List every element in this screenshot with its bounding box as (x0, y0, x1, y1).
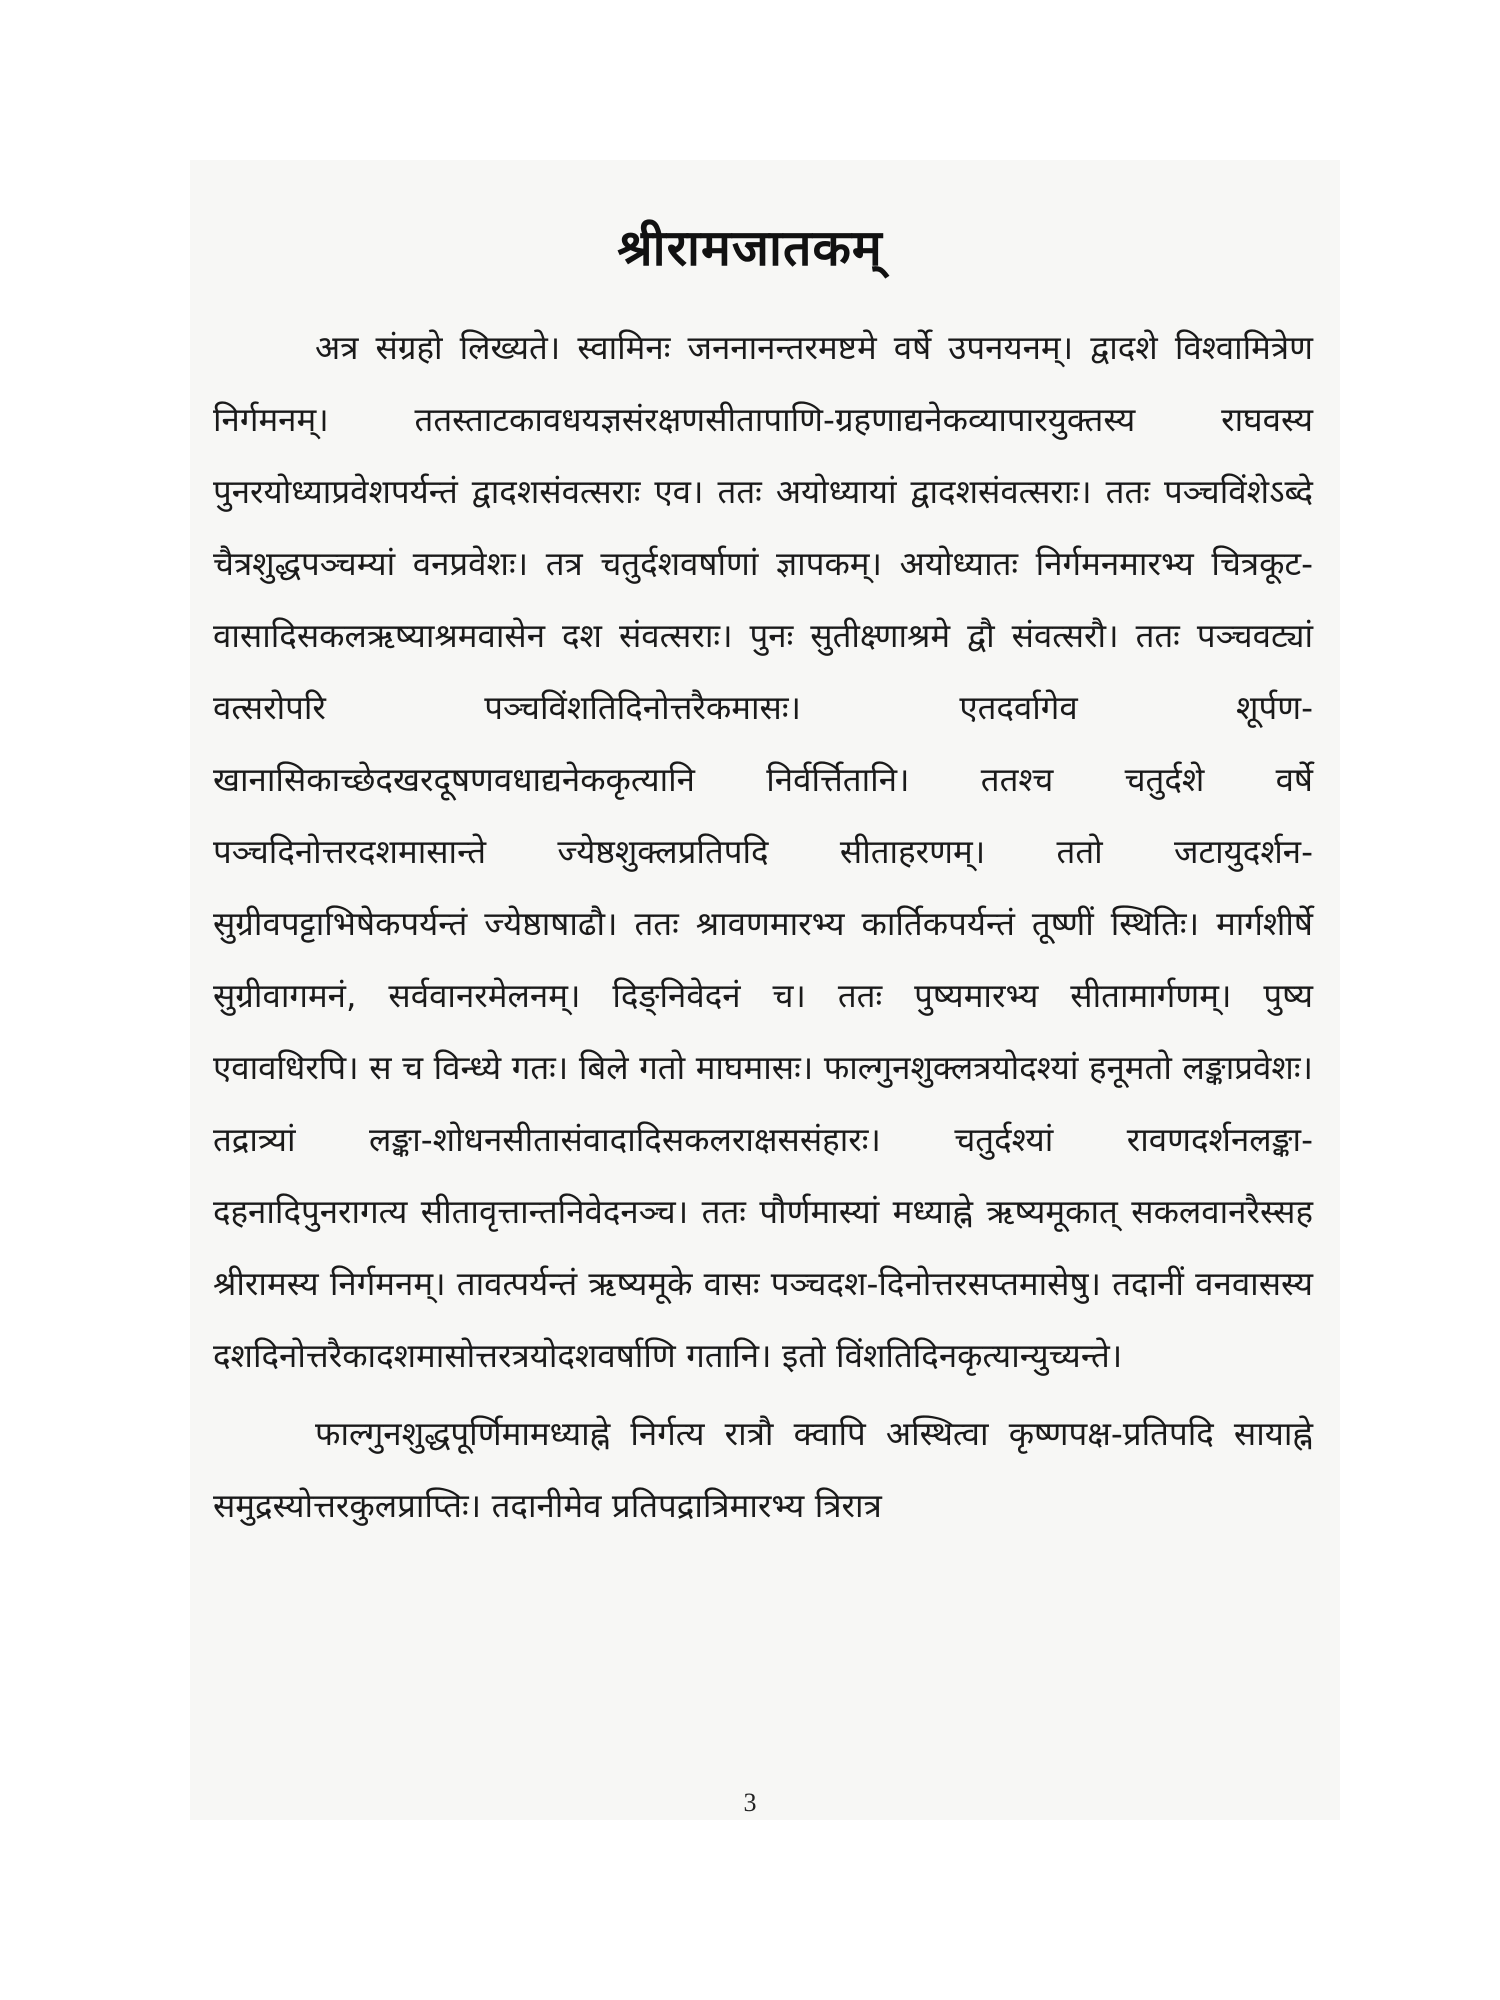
page-title: श्रीरामजातकम् (617, 218, 883, 277)
body-text (213, 312, 1313, 1542)
page-number: 3 (743, 1788, 757, 1817)
paragraph-1: अत्र संग्रहो लिख्यते। स्वामिनः जननानन्तरमष्टमे वर्षे उपनयनम्। द्वादशे विश्वामित्रेण निर्गमनम्। ततस्ताटकावधयज्ञसंरक्षणसीतापाणि-ग्रहणाद्यनेकव्यापारयुक्तस्य राघवस्य पुनरयोध्याप्रवेशपर्यन्तं द्वादशसंवत्सराः एव। ततः अयोध्यायां द्वादशसंवत्सराः। ततः पञ्चविंशेऽब्दे चैत्रशुद्धपञ्चम्यां वनप्रवेशः। तत्र चतुर्दशवर्षाणां ज्ञापकम्। अयोध्यातः निर्गमनमारभ्य चित्रकूट-वासादिसकलऋष्याश्रमवासेन दश संवत्सराः। पुनः सुतीक्ष्णाश्रमे द्वौ संवत्सरौ। ततः पञ्चवट्यां वत्सरोपरि पञ्चविंशतिदिनोत्तरैकमासः। एतदर्वागेव शूर्पण-खानासिकाच्छेदखरदूषणवधाद्यनेककृत्यानि निर्वर्त्तितानि। ततश्च चतुर्दशे वर्षे पञ्चदिनोत्तरदशमासान्ते ज्येष्ठशुक्लप्रतिपदि सीताहरणम्। ततो जटायुदर्शन-सुग्रीवपट्टाभिषेकपर्यन्तं ज्येष्ठाषाढौ। ततः श्रावणमारभ्य कार्तिकपर्यन्तं तूष्णीं स्थितिः। मार्गशीर्षे सुग्रीवागमनं, सर्ववानरमेलनम्। दिङ्निवेदनं च। ततः पुष्यमारभ्य सीतामार्गणम्। पुष्य एवावधिरपि। स च विन्ध्ये गतः। बिले गतो माघमासः। फाल्गुनशुक्लत्रयोदश्यां हनूमतो लङ्काप्रवेशः। तद्रात्र्यां लङ्का-शोधनसीतासंवादादिसकलराक्षससंहारः। चतुर्दश्यां रावणदर्शनलङ्का-दहनादिपुनरागत्य सीतावृत्तान्तनिवेदनञ्च। ततः पौर्णमास्यां मध्याह्ने ऋष्यमूकात् सकलवानरैस्सह श्रीरामस्य निर्गमनम्। तावत्पर्यन्तं ऋष्यमूके वासः पञ्चदश-दिनोत्तरसप्तमासेषु। तदानीं वनवासस्य दशदिनोत्तरैकादशमासोत्तरत्रयोदशवर्षाणि गतानि। इतो विंशतिदिनकृत्यान्युच्यन्ते। (213, 328, 1313, 1375)
paragraph-2: फाल्गुनशुद्धपूर्णिमामध्याह्ने निर्गत्य रात्रौ क्वापि अस्थित्वा कृष्णपक्ष-प्रतिपदि सायाह्ने समुद्रस्योत्तरकुलप्राप्तिः। तदानीमेव प्रतिपद्रात्रिमारभ्य त्रिरात्र (213, 1414, 1313, 1525)
